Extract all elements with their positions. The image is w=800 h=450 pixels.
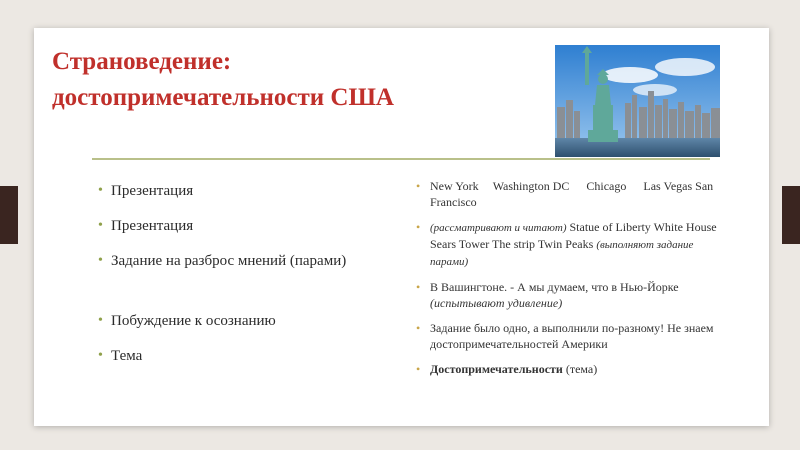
left-bullet-list bbox=[98, 180, 388, 380]
list-item: • Презентация bbox=[98, 180, 388, 202]
list-item: • Задание на разброс мнений (парами) bbox=[98, 250, 388, 272]
list-item: • Побуждение к осознанию bbox=[98, 310, 388, 332]
city-name: New York bbox=[430, 179, 479, 193]
dialog-text: В Вашингтоне. - А мы думаем, что в Нью-Йорке bbox=[430, 280, 679, 294]
list-item: • Презентация bbox=[98, 215, 388, 237]
right-side-tab bbox=[782, 186, 800, 244]
list-item-cities bbox=[416, 178, 721, 210]
title-line-2: достопримечательности США bbox=[52, 84, 394, 111]
sights-text: Statue of Liberty White House Sears Tower The strip Twin Peaks bbox=[430, 220, 717, 251]
city-name: Washington DC bbox=[492, 179, 570, 193]
topic-note: (тема) bbox=[562, 362, 598, 376]
activity-note: (рассматривают и читают) bbox=[430, 222, 567, 234]
list-item-sights bbox=[416, 219, 721, 270]
list-item-topic bbox=[416, 361, 721, 377]
slide-title bbox=[52, 44, 394, 116]
city-name: Chicago bbox=[586, 179, 627, 193]
statue-of-liberty-photo bbox=[555, 45, 720, 157]
list-item-washington bbox=[416, 279, 721, 311]
activity-note: (испытывают удивление) bbox=[430, 296, 563, 310]
list-item-conclusion: • Задание было одно, а выполнили по-разному! Не знаем достопримечательностей Америки bbox=[416, 320, 721, 352]
title-divider bbox=[92, 158, 710, 160]
city-name: San Francisco bbox=[430, 179, 714, 209]
activity-note: (выполняют задание парами) bbox=[430, 239, 694, 268]
list-item: • Тема bbox=[98, 345, 388, 367]
topic-bold: Достопримечательности bbox=[430, 362, 563, 376]
city-name: Las Vegas bbox=[643, 179, 693, 193]
left-side-tab bbox=[0, 186, 18, 244]
right-bullet-list bbox=[416, 178, 721, 386]
title-line-1: Страноведение: bbox=[52, 48, 232, 75]
